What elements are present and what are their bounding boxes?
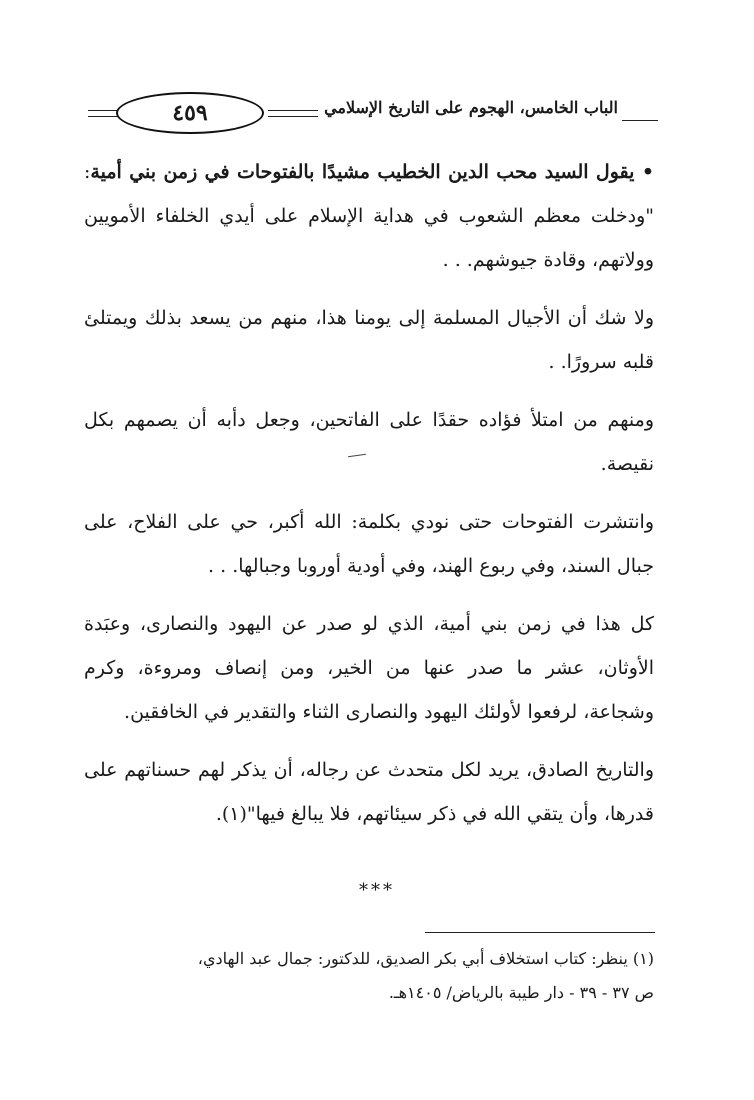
running-title: الباب الخامس، الهجوم على التاريخ الإسلامي [324,98,618,117]
paragraph-text: والتاريخ الصادق، يريد لكل متحدث عن رجاله، أن يذكر لهم حسناتهم على قدرها، وأن يتقي الله في ذكر سيئاتهم، فلا يبالغ فيها"(١). [84,759,654,825]
paragraph [84,398,654,486]
paragraph [84,296,654,384]
footnote-rule [425,932,655,933]
header-rule [88,116,118,117]
paragraph-text: وانتشرت الفتوحات حتى نودي بكلمة: الله أكبر، حي على الفلاح، على جبال السند، وفي ربوع الهند، وفي أودية أوروبا وجبالها. . . [84,511,654,577]
header-rule [268,116,318,117]
body-text [84,150,654,850]
section-separator: *** [359,880,395,901]
paragraph-lead: • يقول السيد محب الدين الخطيب مشيدًا بالفتوحات في زمن بني أمية [90,161,654,183]
paragraph [84,602,654,734]
paragraph [84,150,654,282]
paragraph [84,500,654,588]
footnote-line: ص ٣٧ - ٣٩ - دار طيبة بالرياض/ ١٤٠٥هـ. [388,983,654,1002]
page-header [88,88,658,136]
paragraph [84,748,654,836]
header-rule [88,110,118,111]
paragraph-text: ومنهم من امتلأ فؤاده حقدًا على الفاتحين، وجعل دأبه أن يصمهم بكل نقيصة. [84,409,654,475]
footnote [84,942,654,1010]
header-rule [268,110,318,111]
header-rule [622,120,658,121]
paragraph-text: ولا شك أن الأجيال المسلمة إلى يومنا هذا، منهم من يسعد بذلك ويمتلئ قلبه سرورًا. . [84,307,654,373]
paragraph-text: : "ودخلت معظم الشعوب في هداية الإسلام على أيدي الخلفاء الأمويين وولاتهم، وقادة جيوشهم. . . [84,161,654,271]
paragraph-text: كل هذا في زمن بني أمية، الذي لو صدر عن اليهود والنصارى، وعبَدة الأوثان، عشر ما صدر عنها من الخير، ومن إنصاف ومروءة، وكرم وشجاعة، لرفعوا لأولئك اليهود والنصارى الثناء والتقدير في الخافقين. [84,613,654,723]
page-number: ٤٥٩ [116,92,264,134]
footnote-line: (١) ينظر: كتاب استخلاف أبي بكر الصديق، للدكتور: جمال عبد الهادي، [197,949,654,968]
